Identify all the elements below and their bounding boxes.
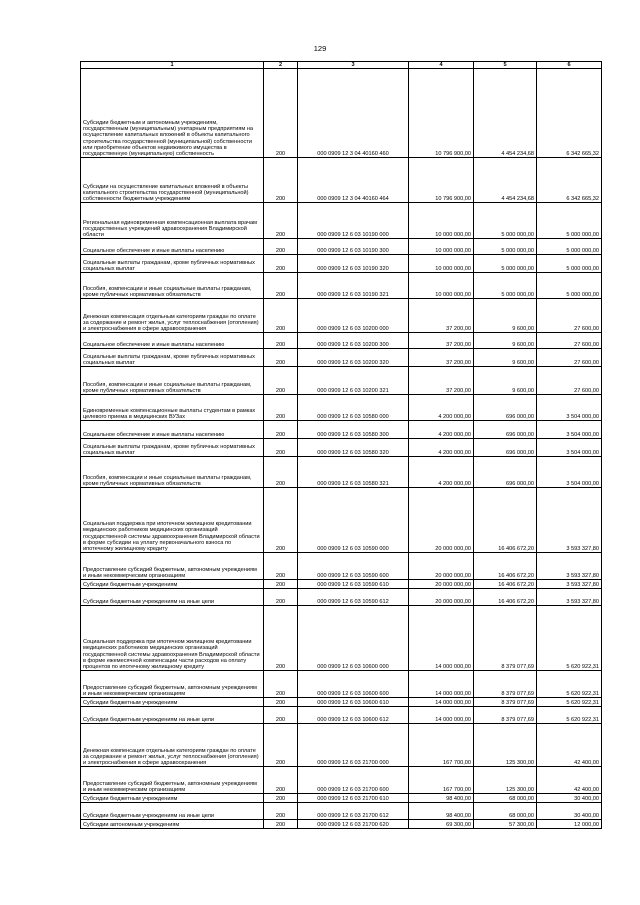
row-kvsr-cell: 200 — [264, 698, 298, 707]
row-kvsr-cell: 200 — [264, 158, 298, 203]
row-name-cell: Предоставление субсидий бюджетным, автономным учреждениям и иным некоммерческим организациям — [81, 767, 264, 794]
row-remaining-amount-cell: 5 000 000,00 — [537, 239, 602, 255]
row-kvsr-cell: 200 — [264, 367, 298, 395]
row-remaining-amount-cell: 27 600,00 — [537, 299, 602, 333]
row-plan-amount-cell: 167 700,00 — [409, 724, 474, 767]
row-remaining-amount-cell: 12 000,00 — [537, 820, 602, 829]
row-remaining-amount-cell: 27 600,00 — [537, 367, 602, 395]
row-code-cell: 000 0909 12 6 03 10580 300 — [298, 421, 409, 439]
row-plan-amount-cell: 98 400,00 — [409, 794, 474, 803]
row-executed-amount-cell: 5 000 000,00 — [474, 255, 537, 273]
row-kvsr-cell: 200 — [264, 439, 298, 457]
table-row — [81, 803, 602, 820]
row-plan-amount-cell: 10 796 900,00 — [409, 69, 474, 158]
table-row — [81, 158, 602, 203]
row-remaining-amount-cell: 5 000 000,00 — [537, 255, 602, 273]
row-code-cell: 000 0909 12 6 03 21700 600 — [298, 767, 409, 794]
row-executed-amount-cell: 5 000 000,00 — [474, 239, 537, 255]
row-code-cell: 000 0909 12 6 03 10590 600 — [298, 553, 409, 580]
table-row — [81, 255, 602, 273]
row-plan-amount-cell: 4 200 000,00 — [409, 457, 474, 488]
row-plan-amount-cell: 4 200 000,00 — [409, 395, 474, 421]
row-remaining-amount-cell: 27 600,00 — [537, 349, 602, 367]
row-code-cell: 000 0909 12 6 03 10200 321 — [298, 367, 409, 395]
row-plan-amount-cell: 98 400,00 — [409, 803, 474, 820]
table-row — [81, 767, 602, 794]
row-executed-amount-cell: 696 000,00 — [474, 457, 537, 488]
row-executed-amount-cell: 9 600,00 — [474, 367, 537, 395]
row-plan-amount-cell: 167 700,00 — [409, 767, 474, 794]
row-executed-amount-cell: 9 600,00 — [474, 349, 537, 367]
table-row — [81, 724, 602, 767]
row-executed-amount-cell: 125 300,00 — [474, 724, 537, 767]
table-row — [81, 457, 602, 488]
row-kvsr-cell: 200 — [264, 255, 298, 273]
table-row — [81, 349, 602, 367]
row-executed-amount-cell: 8 379 077,69 — [474, 698, 537, 707]
row-plan-amount-cell: 4 200 000,00 — [409, 439, 474, 457]
row-name-cell: Социальное обеспечение и иные выплаты населению — [81, 333, 264, 349]
row-name-cell: Региональная единовременная компенсационная выплата врачам государственных учреждений здравоохранения Владимирской области — [81, 203, 264, 239]
row-kvsr-cell: 200 — [264, 767, 298, 794]
row-kvsr-cell: 200 — [264, 273, 298, 299]
row-kvsr-cell: 200 — [264, 606, 298, 671]
row-plan-amount-cell: 10 000 000,00 — [409, 273, 474, 299]
row-name-cell: Денежная компенсация отдельным категориям граждан по оплате за содержание и ремонт жилья, услуг теплоснабжения (отопления) и электроснабжения в сфере здравоохранения — [81, 299, 264, 333]
column-header: 3 — [298, 62, 409, 69]
row-kvsr-cell: 200 — [264, 69, 298, 158]
row-kvsr-cell: 200 — [264, 794, 298, 803]
row-executed-amount-cell: 8 379 077,69 — [474, 707, 537, 724]
row-remaining-amount-cell: 30 400,00 — [537, 794, 602, 803]
row-code-cell: 000 0909 12 6 03 10190 321 — [298, 273, 409, 299]
row-plan-amount-cell: 37 200,00 — [409, 367, 474, 395]
row-kvsr-cell: 200 — [264, 488, 298, 553]
row-remaining-amount-cell: 42 400,00 — [537, 767, 602, 794]
row-name-cell: Субсидии бюджетным учреждениям на иные цели — [81, 707, 264, 724]
row-plan-amount-cell: 20 000 000,00 — [409, 488, 474, 553]
row-executed-amount-cell: 5 000 000,00 — [474, 203, 537, 239]
row-plan-amount-cell: 14 000 000,00 — [409, 707, 474, 724]
row-plan-amount-cell: 10 000 000,00 — [409, 203, 474, 239]
row-executed-amount-cell: 57 300,00 — [474, 820, 537, 829]
row-name-cell: Субсидии бюджетным и автономным учреждениям, государственным (муниципальным) унитарным предприятиям на осуществление капитальных вложений в объекты капитального строительства государственной (муниципальной) собственности или приобретение объектов недвижимого имущества в государственную (муниципальную) собственность — [81, 69, 264, 158]
row-code-cell: 000 0909 12 6 03 21700 620 — [298, 820, 409, 829]
row-code-cell: 000 0909 12 6 03 10580 321 — [298, 457, 409, 488]
row-kvsr-cell: 200 — [264, 724, 298, 767]
row-kvsr-cell: 200 — [264, 553, 298, 580]
row-code-cell: 000 0909 12 6 03 21700 610 — [298, 794, 409, 803]
row-name-cell: Денежная компенсация отдельным категориям граждан по оплате за содержание и ремонт жилья, услуг теплоснабжения (отопления) и электроснабжения в сфере здравоохранения — [81, 724, 264, 767]
column-header: 5 — [474, 62, 537, 69]
row-name-cell: Пособия, компенсации и иные социальные выплаты гражданам, кроме публичных нормативных обязательств — [81, 367, 264, 395]
row-remaining-amount-cell: 30 400,00 — [537, 803, 602, 820]
row-kvsr-cell: 200 — [264, 333, 298, 349]
row-executed-amount-cell: 8 379 077,69 — [474, 606, 537, 671]
row-remaining-amount-cell: 6 342 665,32 — [537, 69, 602, 158]
row-remaining-amount-cell: 6 342 665,32 — [537, 158, 602, 203]
row-name-cell: Пособия, компенсации и иные социальные выплаты гражданам, кроме публичных нормативных обязательств — [81, 457, 264, 488]
row-remaining-amount-cell: 3 504 000,00 — [537, 421, 602, 439]
column-header: 4 — [409, 62, 474, 69]
budget-table — [80, 61, 602, 829]
row-code-cell: 000 0909 12 6 03 10580 320 — [298, 439, 409, 457]
row-plan-amount-cell: 10 796 900,00 — [409, 158, 474, 203]
row-remaining-amount-cell: 27 600,00 — [537, 333, 602, 349]
row-plan-amount-cell: 4 200 000,00 — [409, 421, 474, 439]
row-kvsr-cell: 200 — [264, 707, 298, 724]
row-kvsr-cell: 200 — [264, 239, 298, 255]
row-name-cell: Субсидии бюджетным учреждениям — [81, 580, 264, 589]
row-remaining-amount-cell: 5 620 922,31 — [537, 698, 602, 707]
row-name-cell: Социальное обеспечение и иные выплаты населению — [81, 421, 264, 439]
table-row — [81, 421, 602, 439]
row-executed-amount-cell: 16 406 672,20 — [474, 488, 537, 553]
row-executed-amount-cell: 696 000,00 — [474, 439, 537, 457]
table-row — [81, 439, 602, 457]
row-name-cell: Единовременные компенсационные выплаты студентам в рамках целевого приема в медицинских ВУЗах — [81, 395, 264, 421]
row-name-cell: Социальная поддержка при ипотечном жилищном кредитовании медицинских работников медицинских организаций государственной системы здравоохранения Владимирской области в форме ежемесячной компенсации части расходов на оплату процентов по ипотечному жилищному кредиту — [81, 606, 264, 671]
row-plan-amount-cell: 69 300,00 — [409, 820, 474, 829]
row-plan-amount-cell: 14 000 000,00 — [409, 606, 474, 671]
row-remaining-amount-cell: 3 504 000,00 — [537, 457, 602, 488]
row-name-cell: Пособия, компенсации и иные социальные выплаты гражданам, кроме публичных нормативных обязательств — [81, 273, 264, 299]
row-code-cell: 000 0909 12 3 04 40160 460 — [298, 69, 409, 158]
row-executed-amount-cell: 4 454 234,68 — [474, 69, 537, 158]
row-name-cell: Социальные выплаты гражданам, кроме публичных нормативных социальных выплат — [81, 255, 264, 273]
row-executed-amount-cell: 5 000 000,00 — [474, 273, 537, 299]
row-executed-amount-cell: 8 379 077,69 — [474, 671, 537, 698]
row-code-cell: 000 0909 12 6 03 10200 000 — [298, 299, 409, 333]
row-remaining-amount-cell: 3 504 000,00 — [537, 395, 602, 421]
column-number-row — [81, 62, 602, 69]
table-row — [81, 589, 602, 606]
row-remaining-amount-cell: 3 593 327,80 — [537, 589, 602, 606]
row-name-cell: Субсидии бюджетным учреждениям — [81, 698, 264, 707]
row-code-cell: 000 0909 12 6 03 21700 612 — [298, 803, 409, 820]
row-kvsr-cell: 200 — [264, 820, 298, 829]
row-remaining-amount-cell: 5 000 000,00 — [537, 273, 602, 299]
row-name-cell: Субсидии автономным учреждениям — [81, 820, 264, 829]
table-row — [81, 273, 602, 299]
column-header: 1 — [81, 62, 264, 69]
row-name-cell: Субсидии бюджетным учреждениям на иные цели — [81, 803, 264, 820]
table-row — [81, 299, 602, 333]
row-kvsr-cell: 200 — [264, 349, 298, 367]
row-code-cell: 000 0909 12 6 03 10200 300 — [298, 333, 409, 349]
page-number: 129 — [313, 44, 327, 53]
row-kvsr-cell: 200 — [264, 457, 298, 488]
row-kvsr-cell: 200 — [264, 589, 298, 606]
row-executed-amount-cell: 16 406 672,20 — [474, 553, 537, 580]
row-plan-amount-cell: 37 200,00 — [409, 299, 474, 333]
row-executed-amount-cell: 125 300,00 — [474, 767, 537, 794]
row-executed-amount-cell: 9 600,00 — [474, 299, 537, 333]
row-plan-amount-cell: 14 000 000,00 — [409, 671, 474, 698]
row-remaining-amount-cell: 5 620 922,31 — [537, 707, 602, 724]
row-code-cell: 000 0909 12 6 03 10600 610 — [298, 698, 409, 707]
row-plan-amount-cell: 37 200,00 — [409, 333, 474, 349]
row-executed-amount-cell: 4 454 234,68 — [474, 158, 537, 203]
row-code-cell: 000 0909 12 3 04 40160 464 — [298, 158, 409, 203]
row-code-cell: 000 0909 12 6 03 10200 320 — [298, 349, 409, 367]
table-row — [81, 395, 602, 421]
table-row — [81, 671, 602, 698]
row-plan-amount-cell: 14 000 000,00 — [409, 698, 474, 707]
row-remaining-amount-cell: 5 000 000,00 — [537, 203, 602, 239]
row-name-cell: Предоставление субсидий бюджетным, автономным учреждениям и иным некоммерческим организациям — [81, 553, 264, 580]
row-remaining-amount-cell: 42 400,00 — [537, 724, 602, 767]
table-row — [81, 203, 602, 239]
row-executed-amount-cell: 68 000,00 — [474, 803, 537, 820]
row-code-cell: 000 0909 12 6 03 10600 612 — [298, 707, 409, 724]
row-name-cell: Социальное обеспечение и иные выплаты населению — [81, 239, 264, 255]
row-code-cell: 000 0909 12 6 03 10600 600 — [298, 671, 409, 698]
table-row — [81, 794, 602, 803]
row-remaining-amount-cell: 5 620 922,31 — [537, 606, 602, 671]
row-code-cell: 000 0909 12 6 03 10590 612 — [298, 589, 409, 606]
row-plan-amount-cell: 20 000 000,00 — [409, 553, 474, 580]
row-code-cell: 000 0909 12 6 03 10580 000 — [298, 395, 409, 421]
row-executed-amount-cell: 16 406 672,20 — [474, 580, 537, 589]
row-remaining-amount-cell: 5 620 922,31 — [537, 671, 602, 698]
row-plan-amount-cell: 20 000 000,00 — [409, 589, 474, 606]
table-row — [81, 820, 602, 829]
row-plan-amount-cell: 20 000 000,00 — [409, 580, 474, 589]
row-name-cell: Субсидии на осуществление капитальных вложений в объекты капитального строительства государственной (муниципальной) собственности бюджетным учреждениям — [81, 158, 264, 203]
row-code-cell: 000 0909 12 6 03 10600 000 — [298, 606, 409, 671]
row-kvsr-cell: 200 — [264, 671, 298, 698]
table-row — [81, 367, 602, 395]
row-kvsr-cell: 200 — [264, 803, 298, 820]
row-code-cell: 000 0909 12 6 03 10590 610 — [298, 580, 409, 589]
row-remaining-amount-cell: 3 593 327,80 — [537, 488, 602, 553]
row-name-cell: Субсидии бюджетным учреждениям на иные цели — [81, 589, 264, 606]
table-row — [81, 333, 602, 349]
row-code-cell: 000 0909 12 6 03 10190 300 — [298, 239, 409, 255]
row-executed-amount-cell: 9 600,00 — [474, 333, 537, 349]
table-row — [81, 488, 602, 553]
row-name-cell: Социальная поддержка при ипотечном жилищном кредитовании медицинских работников медицинских организаций государственной системы здравоохранения Владимирской области в форме субсидии на уплату первоначального взноса по ипотечному жилищному кредиту — [81, 488, 264, 553]
table-row — [81, 580, 602, 589]
row-code-cell: 000 0909 12 6 03 10190 320 — [298, 255, 409, 273]
row-kvsr-cell: 200 — [264, 299, 298, 333]
row-plan-amount-cell: 10 000 000,00 — [409, 239, 474, 255]
row-name-cell: Предоставление субсидий бюджетным, автономным учреждениям и иным некоммерческим организациям — [81, 671, 264, 698]
row-code-cell: 000 0909 12 6 03 21700 000 — [298, 724, 409, 767]
row-name-cell: Социальные выплаты гражданам, кроме публичных нормативных социальных выплат — [81, 349, 264, 367]
row-kvsr-cell: 200 — [264, 395, 298, 421]
table-row — [81, 553, 602, 580]
row-executed-amount-cell: 16 406 672,20 — [474, 589, 537, 606]
row-plan-amount-cell: 10 000 000,00 — [409, 255, 474, 273]
row-remaining-amount-cell: 3 504 000,00 — [537, 439, 602, 457]
row-kvsr-cell: 200 — [264, 203, 298, 239]
row-kvsr-cell: 200 — [264, 580, 298, 589]
table-row — [81, 606, 602, 671]
row-code-cell: 000 0909 12 6 03 10190 000 — [298, 203, 409, 239]
table-row — [81, 69, 602, 158]
row-executed-amount-cell: 68 000,00 — [474, 794, 537, 803]
table-row — [81, 707, 602, 724]
row-executed-amount-cell: 696 000,00 — [474, 395, 537, 421]
column-header: 2 — [264, 62, 298, 69]
row-code-cell: 000 0909 12 6 03 10590 000 — [298, 488, 409, 553]
column-header: 6 — [537, 62, 602, 69]
row-name-cell: Социальные выплаты гражданам, кроме публичных нормативных социальных выплат — [81, 439, 264, 457]
table-row — [81, 239, 602, 255]
row-name-cell: Субсидии бюджетным учреждениям — [81, 794, 264, 803]
row-kvsr-cell: 200 — [264, 421, 298, 439]
row-remaining-amount-cell: 3 593 327,80 — [537, 553, 602, 580]
row-executed-amount-cell: 696 000,00 — [474, 421, 537, 439]
table-row — [81, 698, 602, 707]
row-plan-amount-cell: 37 200,00 — [409, 349, 474, 367]
row-remaining-amount-cell: 3 593 327,80 — [537, 580, 602, 589]
